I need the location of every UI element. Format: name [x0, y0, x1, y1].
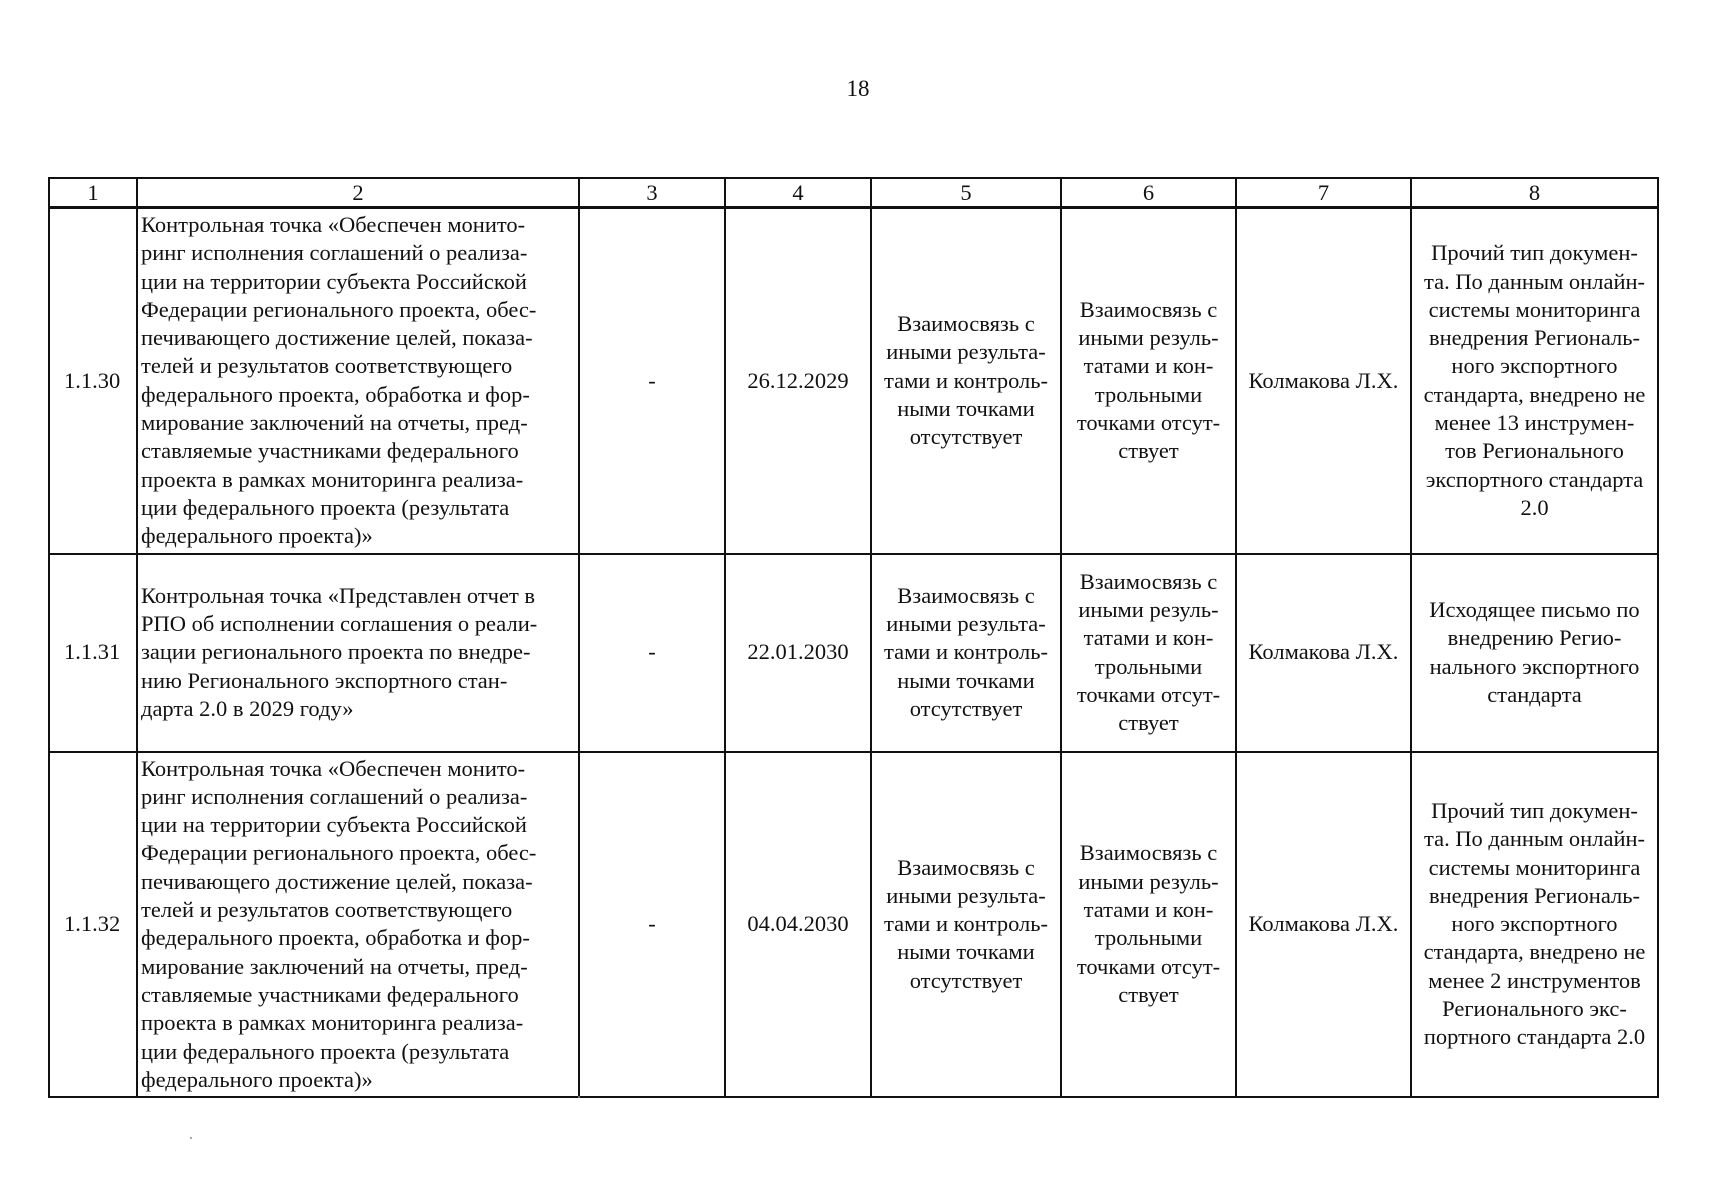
page-number: 18 [846, 76, 870, 101]
row-relation-points: Взаимосвязь с иными резуль- татами и кон- трольными точками отсут- ствует [1061, 752, 1236, 1098]
row-col3: - [579, 554, 725, 752]
row-number: 1.1.30 [49, 208, 137, 554]
row-date: 22.01.2030 [725, 554, 871, 752]
row-date: 26.12.2029 [725, 208, 871, 554]
row-relation-results: Взаимосвязь с иными результа- тами и контроль- ными точками отсутствует [871, 208, 1061, 554]
row-responsible: Колмакова Л.Х. [1236, 208, 1411, 554]
row-relation-results: Взаимосвязь с иными результа- тами и контроль- ными точками отсутствует [871, 752, 1061, 1098]
column-header: 5 [871, 178, 1061, 208]
row-description: Контрольная точка «Обеспечен монито- ринг исполнения соглашений о реализа- ции на территории субъекта Российской Федерации регионального проекта, обес- печивающего достижение целей, показа- телей и результатов соответствующего федерального проекта, обработка и фор- мирование заключений на отчеты, пред- ставляемые участниками федерального проекта в рамках мониторинга реализа- ции федерального проекта (результата федерального проекта)» [137, 752, 579, 1098]
row-relation-points: Взаимосвязь с иными резуль- татами и кон- трольными точками отсут- ствует [1061, 208, 1236, 554]
column-header: 3 [579, 178, 725, 208]
row-relation-points: Взаимосвязь с иными резуль- татами и кон- трольными точками отсут- ствует [1061, 554, 1236, 752]
table-row [49, 752, 1658, 1098]
row-col3: - [579, 752, 725, 1098]
control-points-table [48, 177, 1659, 1098]
scan-speck [578, 1096, 580, 1098]
column-header: 6 [1061, 178, 1236, 208]
column-header: 1 [49, 178, 137, 208]
column-header: 4 [725, 178, 871, 208]
column-header: 2 [137, 178, 579, 208]
row-relation-results: Взаимосвязь с иными результа- тами и контроль- ными точками отсутствует [871, 554, 1061, 752]
column-header: 7 [1236, 178, 1411, 208]
table-row [49, 208, 1658, 554]
row-number: 1.1.31 [49, 554, 137, 752]
row-document: Прочий тип докумен- та. По данным онлайн- системы мониторинга внедрения Региональ- ного экспортного стандарта, внедрено не менее 2 инструментов Регионального экс- портного стандарта 2.0 [1411, 752, 1658, 1098]
row-responsible: Колмакова Л.Х. [1236, 752, 1411, 1098]
row-document: Прочий тип докумен- та. По данным онлайн- системы мониторинга внедрения Региональ- ного экспортного стандарта, внедрено не менее 13 инструмен- тов Регионального экспортного стандарта 2.0 [1411, 208, 1658, 554]
row-responsible: Колмакова Л.Х. [1236, 554, 1411, 752]
table-row [49, 554, 1658, 752]
row-number: 1.1.32 [49, 752, 137, 1098]
row-col3: - [579, 208, 725, 554]
table-header-row [49, 178, 1658, 208]
row-document: Исходящее письмо по внедрению Регио- нального экспортного стандарта [1411, 554, 1658, 752]
row-description: Контрольная точка «Представлен отчет в РПО об исполнении соглашения о реали- зации регионального проекта по внедре- нию Регионального экспортного стан- дарта 2.0 в 2029 году» [137, 554, 579, 752]
column-header: 8 [1411, 178, 1658, 208]
row-description: Контрольная точка «Обеспечен монито- ринг исполнения соглашений о реализа- ции на территории субъекта Российской Федерации регионального проекта, обес- печивающего достижение целей, показа- телей и результатов соответствующего федерального проекта, обработка и фор- мирование заключений на отчеты, пред- ставляемые участниками федерального проекта в рамках мониторинга реализа- ции федерального проекта (результата федерального проекта)» [137, 208, 579, 554]
scan-speck [190, 1137, 192, 1139]
row-date: 04.04.2030 [725, 752, 871, 1098]
